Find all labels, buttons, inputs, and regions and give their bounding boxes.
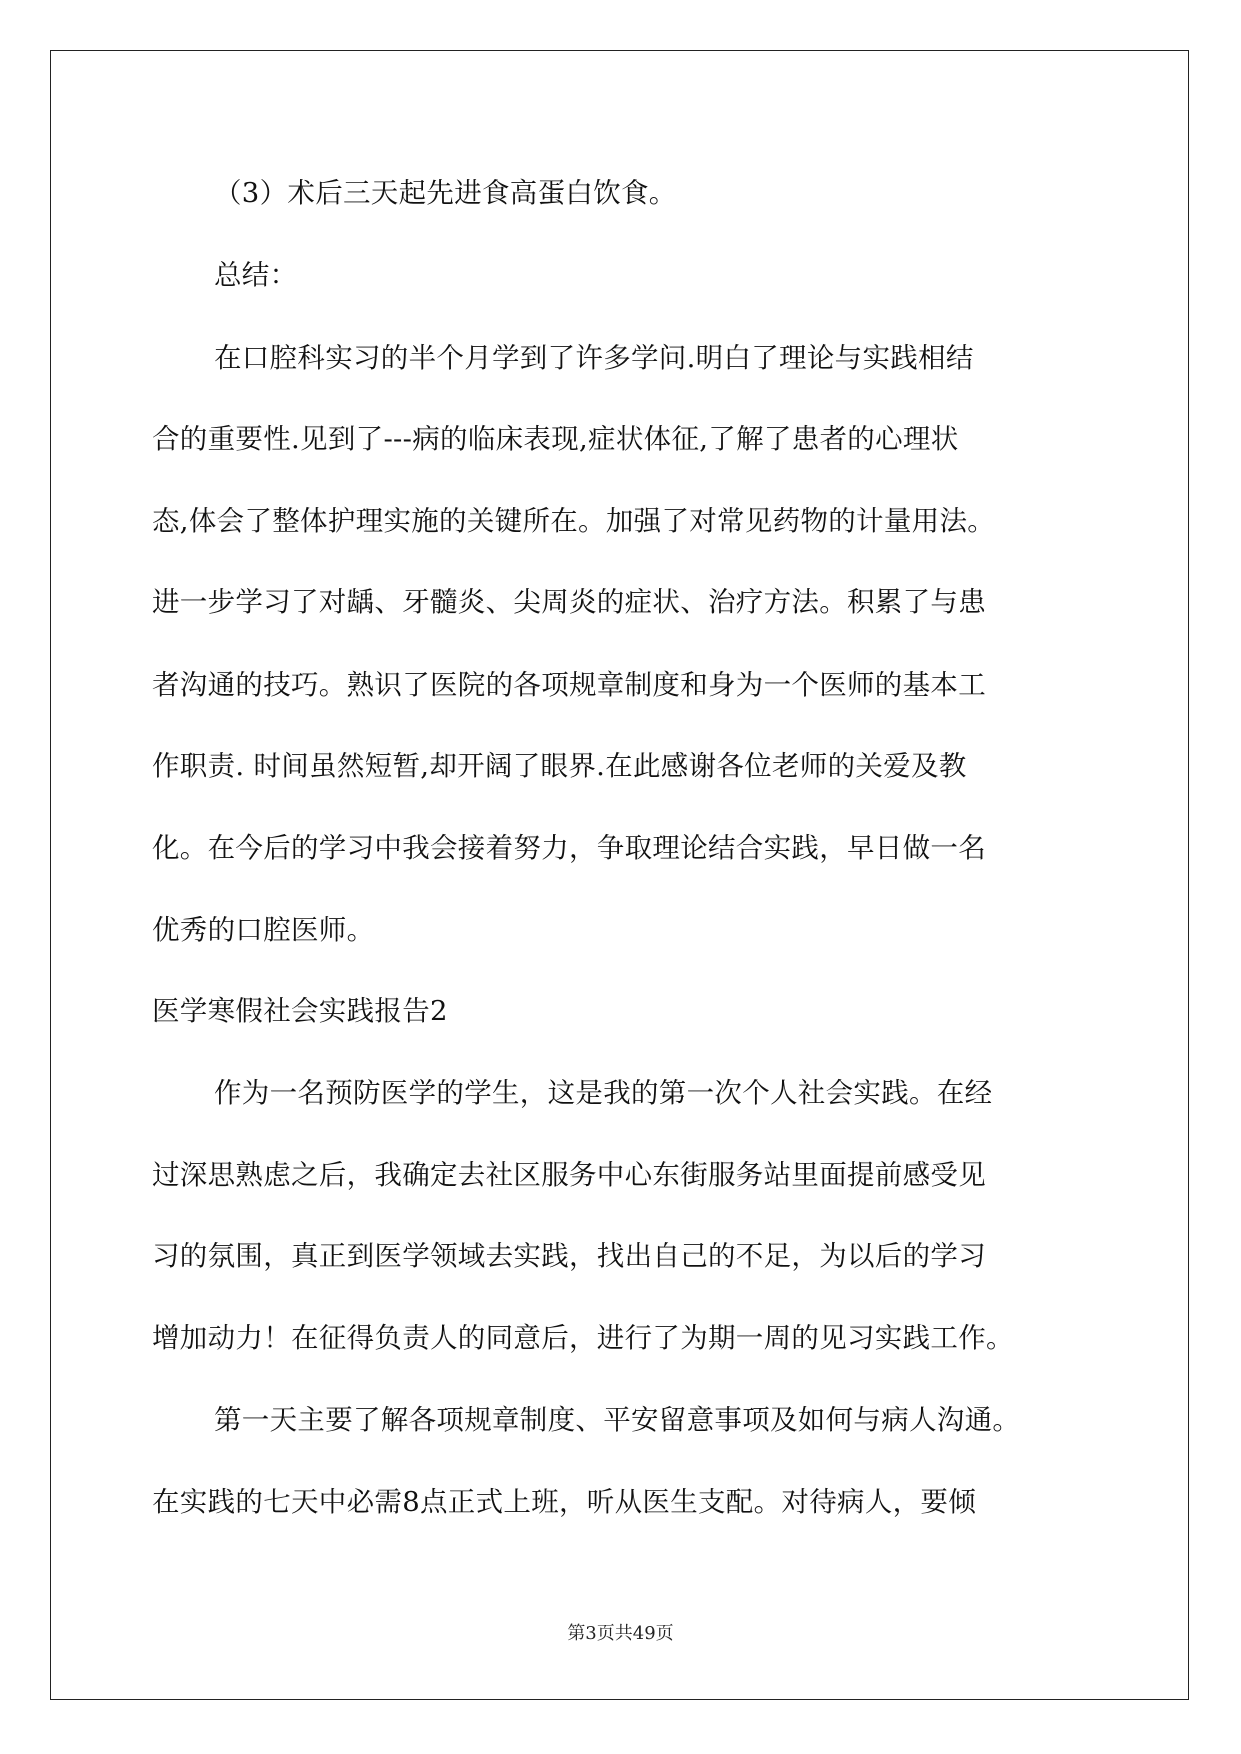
- text-line: 作职责. 时间虽然短暂,却开阔了眼界.在此感谢各位老师的关爱及教: [152, 750, 967, 782]
- text-line: 态,体会了整体护理实施的关键所在。加强了对常见药物的计量用法。: [152, 505, 996, 537]
- page-border: [50, 50, 1189, 1700]
- text-line: 习的氛围，真正到医学领域去实践，找出自己的不足，为以后的学习: [152, 1240, 986, 1272]
- page-footer: [0, 1622, 1241, 1646]
- text-line: 进一步学习了对龋、牙髓炎、尖周炎的症状、治疗方法。积累了与患: [152, 586, 986, 618]
- section-label-summary: 总结：: [214, 259, 298, 291]
- section-heading: 医学寒假社会实践报告2: [152, 995, 448, 1027]
- page-number: 第3页: [567, 1623, 615, 1644]
- text-line: 合的重要性.见到了---病的临床表现,症状体征,了解了患者的心理状: [152, 423, 959, 455]
- text-line: 作为一名预防医学的学生，这是我的第一次个人社会实践。在经: [214, 1077, 993, 1109]
- page-total: 共49页: [614, 1623, 674, 1644]
- text-line: 在实践的七天中必需8点正式上班，听从医生支配。对待病人，要倾: [152, 1486, 976, 1518]
- text-line: 优秀的口腔医师。: [152, 914, 375, 946]
- text-line: 在口腔科实习的半个月学到了许多学问.明白了理论与实践相结: [214, 342, 974, 374]
- text-line: 过深思熟虑之后，我确定去社区服务中心东街服务站里面提前感受见: [152, 1159, 986, 1191]
- text-line: 者沟通的技巧。熟识了医院的各项规章制度和身为一个医师的基本工: [152, 669, 986, 701]
- text-line: 化。在今后的学习中我会接着努力，争取理论结合实践，早日做一名: [152, 832, 986, 864]
- text-line: 增加动力！在征得负责人的同意后，进行了为期一周的见习实践工作。: [152, 1322, 1014, 1354]
- text-line: 第一天主要了解各项规章制度、平安留意事项及如何与病人沟通。: [214, 1404, 1021, 1436]
- text-line: （3）术后三天起先进食高蛋白饮食。: [214, 177, 677, 209]
